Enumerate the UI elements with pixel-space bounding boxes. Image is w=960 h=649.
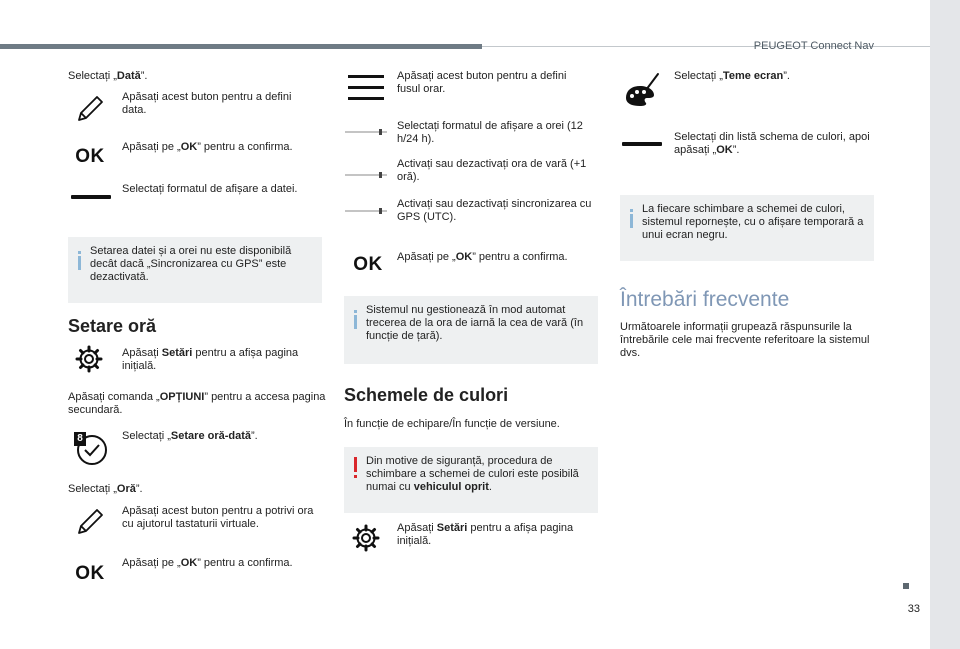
toggle-line-icon: [345, 206, 387, 219]
select-time-text: Selectați „Oră”.: [68, 483, 143, 495]
select-time-date-text: Selectați „Setare oră-dată”.: [122, 430, 258, 442]
note-box-date: [68, 237, 322, 303]
heading-color-schemes: Schemele de culori: [344, 385, 509, 405]
select-date-format-text: Selectați formatul de afișare a datei.: [122, 183, 298, 195]
page-sidebar: [930, 0, 960, 649]
ok-icon: OK: [75, 145, 105, 167]
gear-icon: [352, 524, 380, 552]
toggle-summer-time-text: Activați sau dezactivați ora de vară (+1 oră).: [397, 158, 587, 183]
toggle-line-icon: [345, 127, 387, 140]
press-settings-text-1: Apăsați Setări pentru a afișa pagina inițială.: [122, 347, 299, 372]
horizontal-bar-icon: [622, 142, 662, 146]
press-ok-text-1: Apăsați pe „OK” pentru a confirma.: [122, 141, 293, 153]
pencil-icon: [74, 94, 106, 124]
press-ok-text-2: Apăsați pe „OK” pentru a confirma.: [122, 557, 293, 569]
note-restart-text: La fiecare schimbare a schemei de culori, sistemul repornește, cu o afișare temporară a unui ecran negru.: [642, 203, 864, 241]
pencil-icon: [74, 507, 106, 537]
header-bar: [0, 44, 482, 49]
press-ok-text-3: Apăsați pe „OK” pentru a confirma.: [397, 251, 568, 263]
press-options-text: Apăsați comanda „OPȚIUNI” pentru a accesa pagina secundară.: [68, 391, 326, 416]
info-icon: [76, 251, 84, 275]
page-marker: [903, 583, 909, 589]
ok-icon: OK: [353, 253, 383, 275]
gear-icon: [75, 345, 103, 373]
press-timezone-text: Apăsați acest buton pentru a defini fusul orar.: [397, 70, 567, 95]
warning-safety-text: Din motive de siguranță, procedura de schimbare a schemei de culori este posibilă numai cu vehiculul oprit.: [366, 455, 579, 493]
heading-faq: Întrebări frecvente: [620, 288, 790, 311]
menu-icon: [348, 75, 384, 105]
clock-icon: [72, 430, 108, 466]
toggle-gps-text: Activați sau dezactivați sincronizarea cu GPS (UTC).: [397, 198, 592, 223]
palette-icon: [622, 72, 660, 114]
note-box-dst: [344, 296, 598, 364]
warning-box-safety: [344, 447, 598, 513]
warning-icon: [352, 457, 360, 483]
select-scheme-text: Selectați din listă schema de culori, apoi apăsați „OK”.: [674, 131, 870, 156]
clock-badge: 8: [77, 433, 83, 444]
toggle-line-icon: [345, 170, 387, 183]
note-dst-text: Sistemul nu gestionează în mod automat trecerea de la ora de iarnă la cea de vară (în funcție de țară).: [366, 304, 584, 342]
press-define-date-text: Apăsați acest buton pentru a defini data.: [122, 91, 292, 116]
info-icon: [628, 209, 636, 233]
info-icon: [352, 310, 360, 334]
ok-icon: OK: [75, 562, 105, 584]
select-date-text: Selectați „Dată”.: [68, 70, 148, 82]
note-box-restart: [620, 195, 874, 261]
press-settings-text-2: Apăsați Setări pentru a afișa pagina inițială.: [397, 522, 574, 547]
page-number: 33: [907, 603, 920, 615]
select-time-format-text: Selectați formatul de afișare a orei (12 h/24 h).: [397, 120, 583, 145]
by-equipment-text: În funcție de echipare/În funcție de versiune.: [344, 418, 560, 430]
select-themes-text: Selectați „Teme ecran”.: [674, 70, 790, 82]
heading-time-setting: Setare oră: [68, 316, 157, 336]
faq-intro-text: Următoarele informații grupează răspunsurile la întrebările cele mai frecvente referitoare la sistemul dvs.: [620, 321, 870, 359]
press-edit-time-text: Apăsați acest buton pentru a potrivi ora cu ajutorul tastaturii virtuale.: [122, 505, 314, 530]
horizontal-bar-icon: [71, 195, 111, 199]
note-date-text: Setarea datei și a orei nu este disponibilă decât dacă „Sincronizarea cu GPS” este dezactivată.: [90, 245, 292, 283]
brand-title: PEUGEOT Connect Nav: [753, 40, 874, 52]
